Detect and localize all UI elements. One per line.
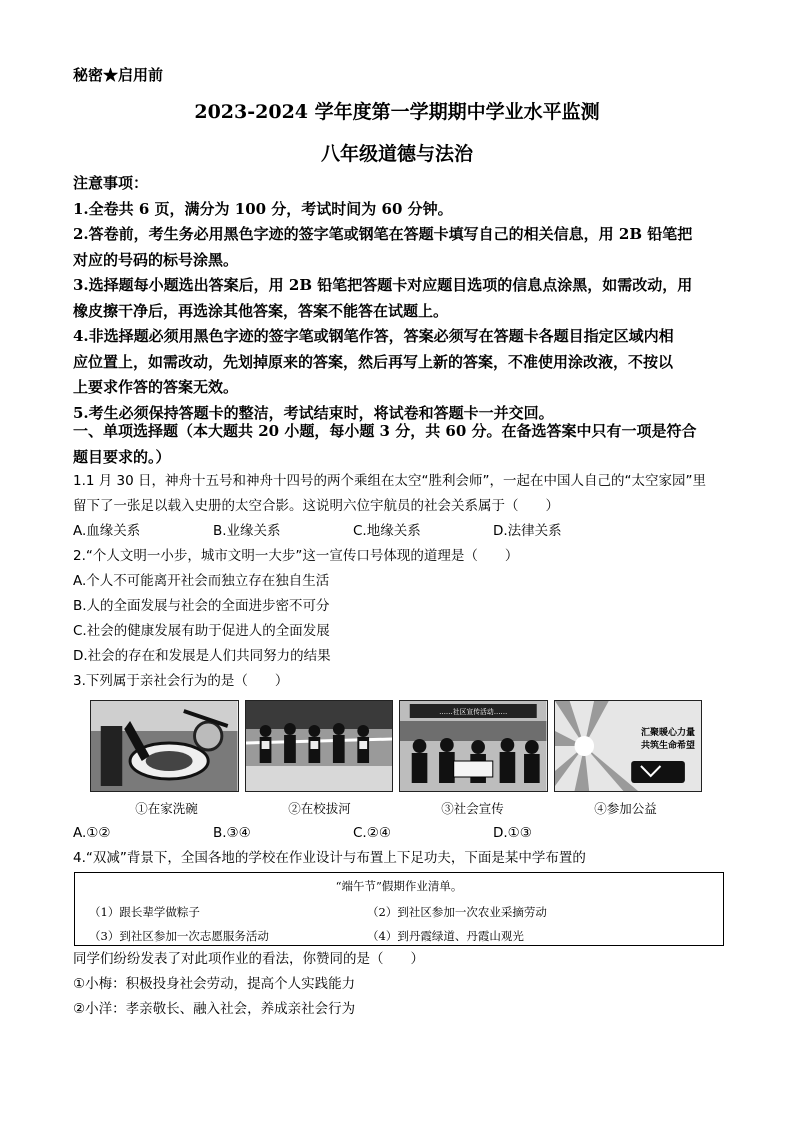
homework-item: （4）到丹霞绿道、丹霞山观光 (367, 929, 524, 943)
photo-public-welfare (554, 700, 703, 792)
question-stem: 1.1 月 30 日，神舟十五号和神舟十四号的两个乘组在太空“胜利会师”，一起在中国人自己的“太空家园”里 (73, 473, 706, 489)
options-row (73, 821, 725, 846)
question-stem: 留下了一张足以载入史册的太空合影。这说明六位宇航员的社会关系属于（ ） (73, 498, 559, 514)
homework-item: （2）到社区参加一次农业采摘劳动 (367, 905, 547, 919)
option-c: C.地缘关系 (353, 523, 421, 539)
option-b: B.人的全面发展与社会的全面进步密不可分 (73, 598, 330, 614)
question-3 (73, 669, 725, 694)
question-stem: 3.下列属于亲社会行为的是（ ） (73, 673, 289, 689)
question-1 (73, 469, 725, 544)
notes-line: 2.答卷前，考生务必用黑色字迹的签字笔或钢笔在答题卡填写自己的相关信息，用 2B 铅笔把 (73, 225, 693, 243)
option-c: C.②④ (353, 825, 391, 841)
option-d: D.法律关系 (493, 523, 562, 539)
photo-tug-of-war (245, 700, 394, 792)
photo-washing-dishes (90, 700, 239, 792)
photo-caption: ①在家洗碗 (135, 801, 198, 816)
section-heading (73, 419, 725, 470)
exam-title: 2023-2024 学年度第一学期期中学业水平监测 (194, 101, 600, 123)
section-heading-line: 一、单项选择题（本大题共 20 小题，每小题 3 分，共 60 分。在备选答案中只有一项是符合 (73, 422, 697, 440)
option-c: C.社会的健康发展有助于促进人的全面发展 (73, 623, 330, 639)
notes-line: 1.全卷共 6 页，满分为 100 分，考试时间为 60 分钟。 (73, 199, 453, 218)
notes-line: 橡皮擦干净后，再选涂其他答案，答案不能答在试题上。 (73, 301, 449, 320)
option-a: A.血缘关系 (73, 523, 141, 539)
notes-section (73, 171, 725, 426)
question-3-options (73, 821, 725, 846)
student-view: ②小洋：孝亲敬长、融入社会，养成亲社会行为 (73, 1001, 356, 1017)
homework-item: （1）跟长辈学做粽子 (89, 905, 200, 919)
homework-list-box (74, 872, 724, 946)
notes-line: 应位置上，如需改动，先划掉原来的答案，然后再写上新的答案，不准使用涂改液，不按以 (73, 352, 674, 371)
photo-strip (90, 700, 702, 790)
exam-subject: 八年级道德与法治 (320, 143, 473, 165)
photo-community-publicity (399, 700, 548, 792)
notes-line: 5.考生必须保持答题卡的整洁，考试结束时，将试卷和答题卡一并交回。 (73, 403, 554, 422)
notes-line: 对应的号码的标号涂黑。 (73, 250, 239, 269)
option-d: D.①③ (493, 825, 532, 841)
notes-line: 上要求作答的答案无效。 (73, 378, 239, 396)
option-b: B.业缘关系 (213, 523, 281, 539)
question-stem: 4.“双减”背景下，全国各地的学校在作业设计与布置上下足功夫，下面是某中学布置的 (73, 850, 586, 866)
notes-line: 4.非选择题必须用黑色字迹的签字笔或钢笔作答，答案必须写在答题卡各题目指定区域内相 (73, 327, 674, 345)
photo-slogan-line: 共筑生命希望 (640, 741, 695, 751)
question-4-continued (73, 947, 725, 1022)
option-b: B.③④ (213, 825, 251, 841)
photo-banner-text: ……社区宣传活动…… (439, 707, 508, 717)
notes-heading: 注意事项： (73, 174, 149, 192)
notes-line: 3.选择题每小题选出答案后，用 2B 铅笔把答题卡对应题目选项的信息点涂黑，如需改动，用 (73, 276, 693, 294)
option-d: D.社会的存在和发展是人们共同努力的结果 (73, 648, 331, 664)
photo-caption: ③社会宣传 (441, 801, 504, 816)
question-stem: 2.“个人文明一小步，城市文明一大步”这一宣传口号体现的道理是（ ） (73, 548, 519, 564)
photo-captions (90, 799, 702, 817)
option-a: A.个人不可能离开社会而独立存在独自生活 (73, 573, 330, 589)
question-4 (73, 846, 725, 871)
option-a: A.①② (73, 825, 111, 841)
options-row (73, 519, 725, 544)
photo-slogan-line: 汇聚暖心力量 (640, 728, 695, 738)
question-2 (73, 544, 725, 669)
homework-list-title: “端午节”假期作业清单。 (335, 879, 463, 893)
homework-item: （3）到社区参加一次志愿服务活动 (89, 929, 269, 943)
secret-mark: 秘密★启用前 (73, 66, 164, 84)
question-stem: 同学们纷纷发表了对此项作业的看法，你赞同的是（ ） (73, 951, 424, 967)
student-view: ①小梅：积极投身社会劳动，提高个人实践能力 (73, 976, 356, 992)
photo-caption: ②在校拔河 (288, 801, 351, 816)
section-heading-line: 题目要求的。） (73, 447, 171, 466)
photo-caption: ④参加公益 (594, 801, 657, 816)
